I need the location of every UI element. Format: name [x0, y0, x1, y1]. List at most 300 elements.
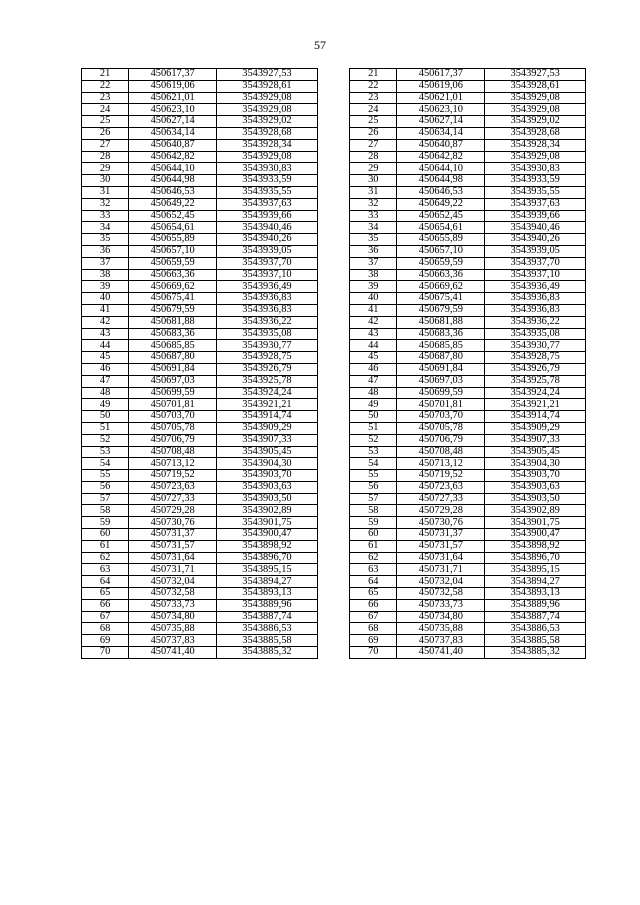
right-y-coordinate-cell: 3543887,74 — [485, 611, 586, 623]
left-y-coordinate-cell: 3543887,74 — [217, 611, 318, 623]
left-x-coordinate-cell: 450654,61 — [129, 222, 217, 234]
right-x-coordinate-cell: 450683,36 — [397, 328, 485, 340]
right-x-coordinate-cell: 450685,85 — [397, 340, 485, 352]
right-y-coordinate-cell: 3543929,08 — [485, 92, 586, 104]
table-row — [82, 576, 586, 588]
table-row — [82, 151, 586, 163]
left-x-coordinate-cell: 450627,14 — [129, 116, 217, 128]
table-row — [82, 529, 586, 541]
page-number: 57 — [314, 38, 326, 52]
right-x-coordinate-cell: 450663,36 — [397, 269, 485, 281]
left-point-number-cell: 24 — [82, 104, 129, 116]
column-gap — [317, 599, 349, 611]
left-y-coordinate-cell: 3543929,02 — [217, 116, 318, 128]
right-x-coordinate-cell: 450699,59 — [397, 387, 485, 399]
left-x-coordinate-cell: 450644,98 — [129, 175, 217, 187]
column-gap — [317, 293, 349, 305]
column-gap — [317, 458, 349, 470]
right-point-number-cell: 31 — [350, 186, 397, 198]
right-y-coordinate-cell: 3543894,27 — [485, 576, 586, 588]
right-x-coordinate-cell: 450627,14 — [397, 116, 485, 128]
right-point-number-cell: 39 — [350, 281, 397, 293]
left-y-coordinate-cell: 3543885,58 — [217, 635, 318, 647]
right-point-number-cell: 26 — [350, 127, 397, 139]
left-point-number-cell: 31 — [82, 186, 129, 198]
table-row — [82, 552, 586, 564]
right-point-number-cell: 63 — [350, 564, 397, 576]
right-x-coordinate-cell: 450731,57 — [397, 540, 485, 552]
column-gap — [317, 352, 349, 364]
column-gap — [317, 245, 349, 257]
right-y-coordinate-cell: 3543904,30 — [485, 458, 586, 470]
left-y-coordinate-cell: 3543902,89 — [217, 505, 318, 517]
left-point-number-cell: 22 — [82, 80, 129, 92]
left-x-coordinate-cell: 450685,85 — [129, 340, 217, 352]
left-x-coordinate-cell: 450646,53 — [129, 186, 217, 198]
left-point-number-cell: 51 — [82, 422, 129, 434]
table-row — [82, 304, 586, 316]
table-row — [82, 269, 586, 281]
column-gap — [317, 434, 349, 446]
right-point-number-cell: 61 — [350, 540, 397, 552]
left-x-coordinate-cell: 450731,64 — [129, 552, 217, 564]
table-row — [82, 234, 586, 246]
left-x-coordinate-cell: 450719,52 — [129, 470, 217, 482]
right-x-coordinate-cell: 450619,06 — [397, 80, 485, 92]
left-x-coordinate-cell: 450733,73 — [129, 599, 217, 611]
left-y-coordinate-cell: 3543928,61 — [217, 80, 318, 92]
right-x-coordinate-cell: 450735,88 — [397, 623, 485, 635]
table-row — [82, 505, 586, 517]
right-point-number-cell: 69 — [350, 635, 397, 647]
column-gap — [317, 151, 349, 163]
column-gap — [317, 387, 349, 399]
left-y-coordinate-cell: 3543936,22 — [217, 316, 318, 328]
right-point-number-cell: 40 — [350, 293, 397, 305]
coordinates-table — [81, 68, 586, 659]
right-y-coordinate-cell: 3543936,83 — [485, 293, 586, 305]
table-row — [82, 540, 586, 552]
left-x-coordinate-cell: 450737,83 — [129, 635, 217, 647]
right-x-coordinate-cell: 450731,64 — [397, 552, 485, 564]
right-y-coordinate-cell: 3543889,96 — [485, 599, 586, 611]
right-y-coordinate-cell: 3543909,29 — [485, 422, 586, 434]
right-y-coordinate-cell: 3543935,55 — [485, 186, 586, 198]
right-point-number-cell: 41 — [350, 304, 397, 316]
column-gap — [317, 234, 349, 246]
table-row — [82, 611, 586, 623]
column-gap — [317, 399, 349, 411]
left-y-coordinate-cell: 3543933,59 — [217, 175, 318, 187]
left-y-coordinate-cell: 3543940,26 — [217, 234, 318, 246]
column-gap — [317, 470, 349, 482]
right-point-number-cell: 24 — [350, 104, 397, 116]
table-row — [82, 375, 586, 387]
left-point-number-cell: 61 — [82, 540, 129, 552]
left-y-coordinate-cell: 3543898,92 — [217, 540, 318, 552]
right-point-number-cell: 66 — [350, 599, 397, 611]
left-point-number-cell: 65 — [82, 588, 129, 600]
right-point-number-cell: 33 — [350, 210, 397, 222]
right-point-number-cell: 70 — [350, 647, 397, 659]
right-y-coordinate-cell: 3543885,58 — [485, 635, 586, 647]
right-point-number-cell: 49 — [350, 399, 397, 411]
table-row — [82, 422, 586, 434]
column-gap — [317, 222, 349, 234]
left-y-coordinate-cell: 3543936,83 — [217, 304, 318, 316]
table-row — [82, 316, 586, 328]
left-x-coordinate-cell: 450687,80 — [129, 352, 217, 364]
left-point-number-cell: 40 — [82, 293, 129, 305]
left-x-coordinate-cell: 450734,80 — [129, 611, 217, 623]
left-y-coordinate-cell: 3543907,33 — [217, 434, 318, 446]
right-point-number-cell: 58 — [350, 505, 397, 517]
left-point-number-cell: 52 — [82, 434, 129, 446]
left-x-coordinate-cell: 450729,28 — [129, 505, 217, 517]
right-y-coordinate-cell: 3543926,79 — [485, 363, 586, 375]
left-x-coordinate-cell: 450713,12 — [129, 458, 217, 470]
table-row — [82, 222, 586, 234]
right-x-coordinate-cell: 450642,82 — [397, 151, 485, 163]
left-x-coordinate-cell: 450642,82 — [129, 151, 217, 163]
left-x-coordinate-cell: 450621,01 — [129, 92, 217, 104]
right-y-coordinate-cell: 3543927,53 — [485, 69, 586, 81]
column-gap — [317, 422, 349, 434]
right-point-number-cell: 38 — [350, 269, 397, 281]
left-point-number-cell: 67 — [82, 611, 129, 623]
right-x-coordinate-cell: 450727,33 — [397, 493, 485, 505]
table-row — [82, 139, 586, 151]
left-point-number-cell: 36 — [82, 245, 129, 257]
right-y-coordinate-cell: 3543900,47 — [485, 529, 586, 541]
right-x-coordinate-cell: 450634,14 — [397, 127, 485, 139]
table-row — [82, 458, 586, 470]
left-x-coordinate-cell: 450619,06 — [129, 80, 217, 92]
right-x-coordinate-cell: 450669,62 — [397, 281, 485, 293]
right-y-coordinate-cell: 3543937,10 — [485, 269, 586, 281]
table-row — [82, 564, 586, 576]
table-row — [82, 517, 586, 529]
left-y-coordinate-cell: 3543939,05 — [217, 245, 318, 257]
right-y-coordinate-cell: 3543886,53 — [485, 623, 586, 635]
left-point-number-cell: 47 — [82, 375, 129, 387]
right-x-coordinate-cell: 450644,10 — [397, 163, 485, 175]
column-gap — [317, 127, 349, 139]
left-x-coordinate-cell: 450623,10 — [129, 104, 217, 116]
table-row — [82, 340, 586, 352]
column-gap — [317, 210, 349, 222]
left-x-coordinate-cell: 450723,63 — [129, 481, 217, 493]
left-point-number-cell: 33 — [82, 210, 129, 222]
column-gap — [317, 411, 349, 423]
left-y-coordinate-cell: 3543940,46 — [217, 222, 318, 234]
table-row — [82, 434, 586, 446]
right-point-number-cell: 21 — [350, 69, 397, 81]
table-row — [82, 104, 586, 116]
left-x-coordinate-cell: 450655,89 — [129, 234, 217, 246]
left-point-number-cell: 58 — [82, 505, 129, 517]
left-x-coordinate-cell: 450731,71 — [129, 564, 217, 576]
left-x-coordinate-cell: 450634,14 — [129, 127, 217, 139]
left-y-coordinate-cell: 3543939,66 — [217, 210, 318, 222]
right-y-coordinate-cell: 3543895,15 — [485, 564, 586, 576]
column-gap — [317, 198, 349, 210]
table-row — [82, 245, 586, 257]
column-gap — [317, 304, 349, 316]
right-x-coordinate-cell: 450657,10 — [397, 245, 485, 257]
right-x-coordinate-cell: 450652,45 — [397, 210, 485, 222]
left-point-number-cell: 26 — [82, 127, 129, 139]
left-point-number-cell: 45 — [82, 352, 129, 364]
left-y-coordinate-cell: 3543903,50 — [217, 493, 318, 505]
right-y-coordinate-cell: 3543885,32 — [485, 647, 586, 659]
right-x-coordinate-cell: 450737,83 — [397, 635, 485, 647]
right-y-coordinate-cell: 3543937,70 — [485, 257, 586, 269]
column-gap — [317, 493, 349, 505]
left-point-number-cell: 21 — [82, 69, 129, 81]
right-y-coordinate-cell: 3543940,46 — [485, 222, 586, 234]
right-y-coordinate-cell: 3543928,75 — [485, 352, 586, 364]
column-gap — [317, 375, 349, 387]
left-point-number-cell: 57 — [82, 493, 129, 505]
right-x-coordinate-cell: 450713,12 — [397, 458, 485, 470]
right-y-coordinate-cell: 3543901,75 — [485, 517, 586, 529]
left-y-coordinate-cell: 3543929,08 — [217, 104, 318, 116]
right-point-number-cell: 60 — [350, 529, 397, 541]
left-x-coordinate-cell: 450640,87 — [129, 139, 217, 151]
table-row — [82, 92, 586, 104]
table-row — [82, 69, 586, 81]
left-y-coordinate-cell: 3543921,21 — [217, 399, 318, 411]
table-row — [82, 399, 586, 411]
left-point-number-cell: 44 — [82, 340, 129, 352]
right-y-coordinate-cell: 3543924,24 — [485, 387, 586, 399]
right-y-coordinate-cell: 3543898,92 — [485, 540, 586, 552]
table-row — [82, 599, 586, 611]
right-point-number-cell: 22 — [350, 80, 397, 92]
right-point-number-cell: 23 — [350, 92, 397, 104]
left-y-coordinate-cell: 3543937,70 — [217, 257, 318, 269]
table-row — [82, 116, 586, 128]
column-gap — [317, 269, 349, 281]
left-x-coordinate-cell: 450741,40 — [129, 647, 217, 659]
right-point-number-cell: 32 — [350, 198, 397, 210]
left-point-number-cell: 62 — [82, 552, 129, 564]
right-point-number-cell: 54 — [350, 458, 397, 470]
right-point-number-cell: 51 — [350, 422, 397, 434]
left-point-number-cell: 53 — [82, 446, 129, 458]
left-y-coordinate-cell: 3543893,13 — [217, 588, 318, 600]
left-x-coordinate-cell: 450727,33 — [129, 493, 217, 505]
left-x-coordinate-cell: 450644,10 — [129, 163, 217, 175]
left-x-coordinate-cell: 450683,36 — [129, 328, 217, 340]
column-gap — [317, 540, 349, 552]
left-y-coordinate-cell: 3543889,96 — [217, 599, 318, 611]
table-row — [82, 198, 586, 210]
table-row — [82, 446, 586, 458]
right-x-coordinate-cell: 450644,98 — [397, 175, 485, 187]
right-point-number-cell: 65 — [350, 588, 397, 600]
left-x-coordinate-cell: 450679,59 — [129, 304, 217, 316]
left-y-coordinate-cell: 3543885,32 — [217, 647, 318, 659]
left-x-coordinate-cell: 450703,70 — [129, 411, 217, 423]
right-y-coordinate-cell: 3543903,70 — [485, 470, 586, 482]
left-point-number-cell: 70 — [82, 647, 129, 659]
left-y-coordinate-cell: 3543924,24 — [217, 387, 318, 399]
right-y-coordinate-cell: 3543928,61 — [485, 80, 586, 92]
right-point-number-cell: 35 — [350, 234, 397, 246]
column-gap — [317, 340, 349, 352]
right-y-coordinate-cell: 3543929,08 — [485, 151, 586, 163]
right-y-coordinate-cell: 3543929,02 — [485, 116, 586, 128]
right-point-number-cell: 45 — [350, 352, 397, 364]
table-row — [82, 281, 586, 293]
left-y-coordinate-cell: 3543937,63 — [217, 198, 318, 210]
right-x-coordinate-cell: 450691,84 — [397, 363, 485, 375]
column-gap — [317, 363, 349, 375]
column-gap — [317, 552, 349, 564]
column-gap — [317, 529, 349, 541]
left-point-number-cell: 28 — [82, 151, 129, 163]
right-x-coordinate-cell: 450701,81 — [397, 399, 485, 411]
right-point-number-cell: 42 — [350, 316, 397, 328]
left-y-coordinate-cell: 3543903,70 — [217, 470, 318, 482]
right-x-coordinate-cell: 450621,01 — [397, 92, 485, 104]
left-x-coordinate-cell: 450735,88 — [129, 623, 217, 635]
left-point-number-cell: 56 — [82, 481, 129, 493]
left-x-coordinate-cell: 450731,37 — [129, 529, 217, 541]
table-row — [82, 210, 586, 222]
right-y-coordinate-cell: 3543893,13 — [485, 588, 586, 600]
right-x-coordinate-cell: 450730,76 — [397, 517, 485, 529]
left-x-coordinate-cell: 450663,36 — [129, 269, 217, 281]
left-point-number-cell: 50 — [82, 411, 129, 423]
left-y-coordinate-cell: 3543894,27 — [217, 576, 318, 588]
column-gap — [317, 281, 349, 293]
left-y-coordinate-cell: 3543937,10 — [217, 269, 318, 281]
right-point-number-cell: 48 — [350, 387, 397, 399]
coordinates-table-body — [82, 69, 586, 659]
left-x-coordinate-cell: 450659,59 — [129, 257, 217, 269]
left-x-coordinate-cell: 450649,22 — [129, 198, 217, 210]
right-point-number-cell: 44 — [350, 340, 397, 352]
table-row — [82, 163, 586, 175]
left-point-number-cell: 32 — [82, 198, 129, 210]
left-x-coordinate-cell: 450657,10 — [129, 245, 217, 257]
right-point-number-cell: 46 — [350, 363, 397, 375]
right-x-coordinate-cell: 450708,48 — [397, 446, 485, 458]
left-x-coordinate-cell: 450731,57 — [129, 540, 217, 552]
left-x-coordinate-cell: 450701,81 — [129, 399, 217, 411]
table-row — [82, 186, 586, 198]
right-x-coordinate-cell: 450687,80 — [397, 352, 485, 364]
left-y-coordinate-cell: 3543926,79 — [217, 363, 318, 375]
left-y-coordinate-cell: 3543929,08 — [217, 92, 318, 104]
right-x-coordinate-cell: 450681,88 — [397, 316, 485, 328]
right-point-number-cell: 27 — [350, 139, 397, 151]
column-gap — [317, 69, 349, 81]
left-y-coordinate-cell: 3543903,63 — [217, 481, 318, 493]
left-y-coordinate-cell: 3543914,74 — [217, 411, 318, 423]
left-point-number-cell: 25 — [82, 116, 129, 128]
left-y-coordinate-cell: 3543928,34 — [217, 139, 318, 151]
right-x-coordinate-cell: 450649,22 — [397, 198, 485, 210]
left-point-number-cell: 42 — [82, 316, 129, 328]
right-x-coordinate-cell: 450729,28 — [397, 505, 485, 517]
right-y-coordinate-cell: 3543930,83 — [485, 163, 586, 175]
left-y-coordinate-cell: 3543895,15 — [217, 564, 318, 576]
left-y-coordinate-cell: 3543928,75 — [217, 352, 318, 364]
right-y-coordinate-cell: 3543936,22 — [485, 316, 586, 328]
table-row — [82, 470, 586, 482]
column-gap — [317, 92, 349, 104]
left-x-coordinate-cell: 450697,03 — [129, 375, 217, 387]
left-point-number-cell: 35 — [82, 234, 129, 246]
right-y-coordinate-cell: 3543921,21 — [485, 399, 586, 411]
left-x-coordinate-cell: 450708,48 — [129, 446, 217, 458]
left-y-coordinate-cell: 3543901,75 — [217, 517, 318, 529]
right-x-coordinate-cell: 450723,63 — [397, 481, 485, 493]
right-x-coordinate-cell: 450646,53 — [397, 186, 485, 198]
right-x-coordinate-cell: 450733,73 — [397, 599, 485, 611]
right-y-coordinate-cell: 3543907,33 — [485, 434, 586, 446]
left-y-coordinate-cell: 3543930,77 — [217, 340, 318, 352]
right-y-coordinate-cell: 3543937,63 — [485, 198, 586, 210]
column-gap — [317, 446, 349, 458]
column-gap — [317, 588, 349, 600]
left-y-coordinate-cell: 3543928,68 — [217, 127, 318, 139]
right-y-coordinate-cell: 3543939,66 — [485, 210, 586, 222]
table-row — [82, 352, 586, 364]
left-x-coordinate-cell: 450706,79 — [129, 434, 217, 446]
left-point-number-cell: 38 — [82, 269, 129, 281]
right-point-number-cell: 64 — [350, 576, 397, 588]
table-row — [82, 647, 586, 659]
right-point-number-cell: 67 — [350, 611, 397, 623]
right-y-coordinate-cell: 3543930,77 — [485, 340, 586, 352]
left-y-coordinate-cell: 3543886,53 — [217, 623, 318, 635]
right-point-number-cell: 43 — [350, 328, 397, 340]
right-point-number-cell: 34 — [350, 222, 397, 234]
column-gap — [317, 139, 349, 151]
right-point-number-cell: 56 — [350, 481, 397, 493]
right-point-number-cell: 57 — [350, 493, 397, 505]
column-gap — [317, 163, 349, 175]
right-x-coordinate-cell: 450679,59 — [397, 304, 485, 316]
left-x-coordinate-cell: 450669,62 — [129, 281, 217, 293]
left-point-number-cell: 54 — [82, 458, 129, 470]
column-gap — [317, 623, 349, 635]
right-x-coordinate-cell: 450675,41 — [397, 293, 485, 305]
table-row — [82, 481, 586, 493]
left-y-coordinate-cell: 3543905,45 — [217, 446, 318, 458]
right-x-coordinate-cell: 450623,10 — [397, 104, 485, 116]
left-point-number-cell: 60 — [82, 529, 129, 541]
right-point-number-cell: 29 — [350, 163, 397, 175]
right-point-number-cell: 30 — [350, 175, 397, 187]
left-point-number-cell: 64 — [82, 576, 129, 588]
right-x-coordinate-cell: 450719,52 — [397, 470, 485, 482]
table-row — [82, 493, 586, 505]
right-x-coordinate-cell: 450731,71 — [397, 564, 485, 576]
left-x-coordinate-cell: 450732,04 — [129, 576, 217, 588]
left-x-coordinate-cell: 450617,37 — [129, 69, 217, 81]
right-point-number-cell: 55 — [350, 470, 397, 482]
left-point-number-cell: 59 — [82, 517, 129, 529]
left-point-number-cell: 68 — [82, 623, 129, 635]
left-x-coordinate-cell: 450699,59 — [129, 387, 217, 399]
column-gap — [317, 481, 349, 493]
